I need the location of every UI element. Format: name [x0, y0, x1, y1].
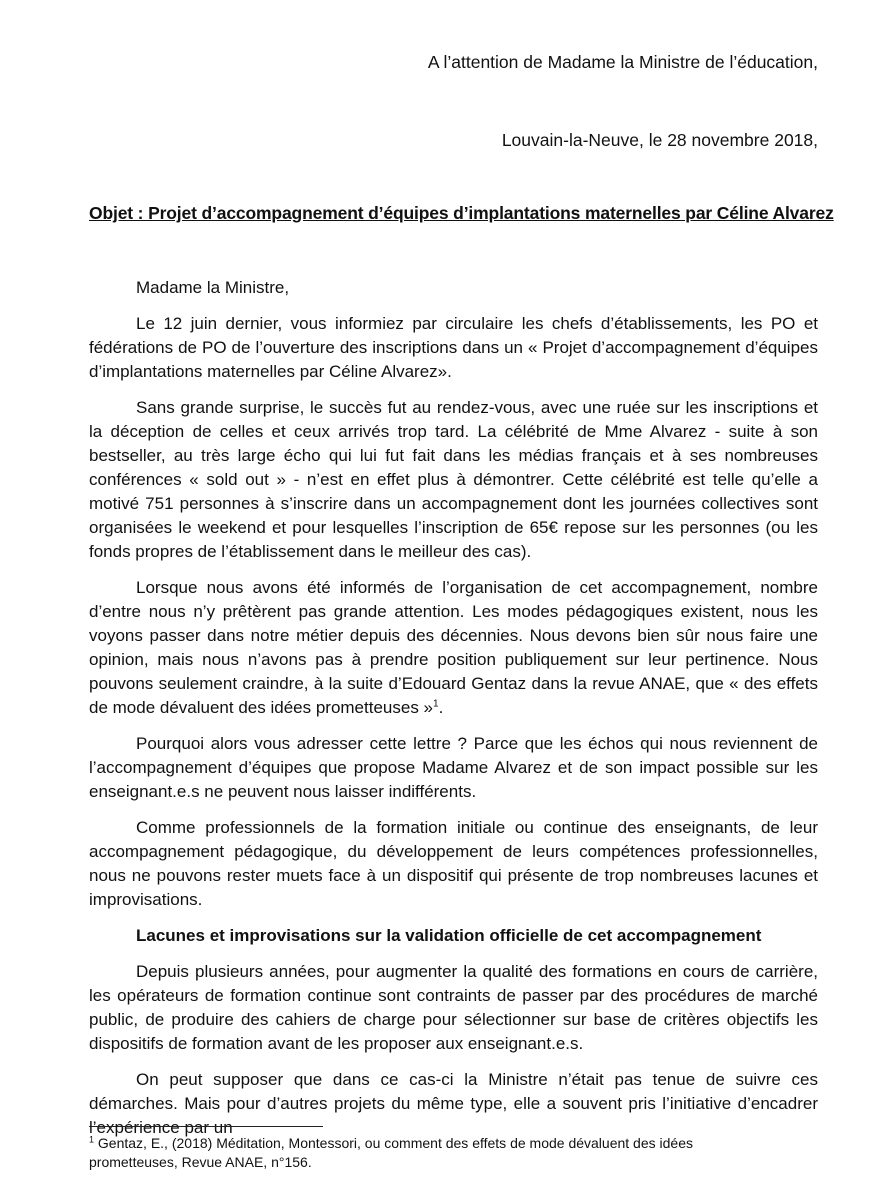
paragraph-with-footnote: [89, 576, 818, 720]
salutation: Madame la Ministre,: [136, 278, 290, 297]
place-date-line: Louvain-la-Neuve, le 28 novembre 2018,: [501, 130, 818, 150]
addressee-line: A l’attention de Madame la Ministre de l’éducation,: [427, 52, 818, 72]
footnote-divider: [89, 1126, 323, 1127]
footnote-reference[interactable]: 1: [433, 698, 439, 710]
section-heading: Lacunes et improvisations sur la validation officielle de cet accompagnement: [136, 926, 762, 945]
footnote: [89, 1134, 749, 1172]
footnote-marker: 1: [89, 1134, 95, 1145]
paragraph: Comme professionnels de la formation initiale ou continue des enseignants, de leur accompagnement pédagogique, du développement de leurs compétences professionnelles, nous ne pouvons rester muets face à un dispositif qui présente de trop nombreuses lacunes et improvisations.: [89, 818, 818, 909]
paragraph-text: Lorsque nous avons été informés de l’organisation de cet accompagnement, nombre d’entre nous n’y prêtèrent pas grande attention. Les modes pédagogiques existent, nous les voyons passer dans notre métier depuis des décennies. Nous devons bien sûr nous faire une opinion, mais nous n’avons pas à prendre position publiquement sur leur pertinence. Nous pouvons seulement craindre, à la suite d’Edouard Gentaz dans la revue ANAE, que « des effets de mode dévaluent des idées prometteuses »: [89, 578, 818, 717]
paragraph: Pourquoi alors vous adresser cette lettre ? Parce que les échos qui nous reviennent de l’accompagnement d’équipes que propose Madame Alvarez et de son impact possible sur les enseignant.e.s ne peuvent nous laisser indifférents.: [89, 734, 818, 801]
paragraph: On peut supposer que dans ce cas-ci la Ministre n’était pas tenue de suivre ces démarches. Mais pour d’autres projets du même type, elle a souvent pris l’initiative d’encadrer l’expérience par un: [89, 1070, 818, 1137]
letter-body: [89, 276, 818, 1152]
subject-line: Objet : Projet d’accompagnement d’équipes d’implantations maternelles par Céline Alvarez: [89, 203, 834, 223]
paragraph: Sans grande surprise, le succès fut au rendez-vous, avec une ruée sur les inscriptions et la déception de celles et ceux arrivés trop tard. La célébrité de Mme Alvarez - suite à son bestseller, au très large écho qui lui fut fait dans les médias français et à ses nombreuses conférences « sold out » - n’est en effet plus à démontrer. Cette célébrité est telle qu’elle a motivé 751 personnes à s’inscrire dans un accompagnement dont les journées collectives sont organisées le weekend et pour lesquelles l’inscription de 65€ repose sur les personnes (ou les fonds propres de l’établissement dans le meilleur des cas).: [89, 398, 818, 561]
paragraph-end: .: [438, 698, 444, 717]
paragraph: Le 12 juin dernier, vous informiez par circulaire les chefs d’établissements, les PO et fédérations de PO de l’ouverture des inscriptions dans un « Projet d’accompagnement d’équipes d’implantations maternelles par Céline Alvarez».: [89, 314, 818, 381]
footnote-text: Gentaz, E., (2018) Méditation, Montessori, ou comment des effets de mode dévaluent des idées prometteuses, Revue ANAE, n°156.: [89, 1135, 693, 1170]
paragraph: Depuis plusieurs années, pour augmenter la qualité des formations en cours de carrière, les opérateurs de formation continue sont contraints de passer par des procédures de marché public, de produire des cahiers de charge pour sélectionner sur base de critères objectifs les dispositifs de formation avant de les proposer aux enseignant.e.s.: [89, 962, 818, 1053]
